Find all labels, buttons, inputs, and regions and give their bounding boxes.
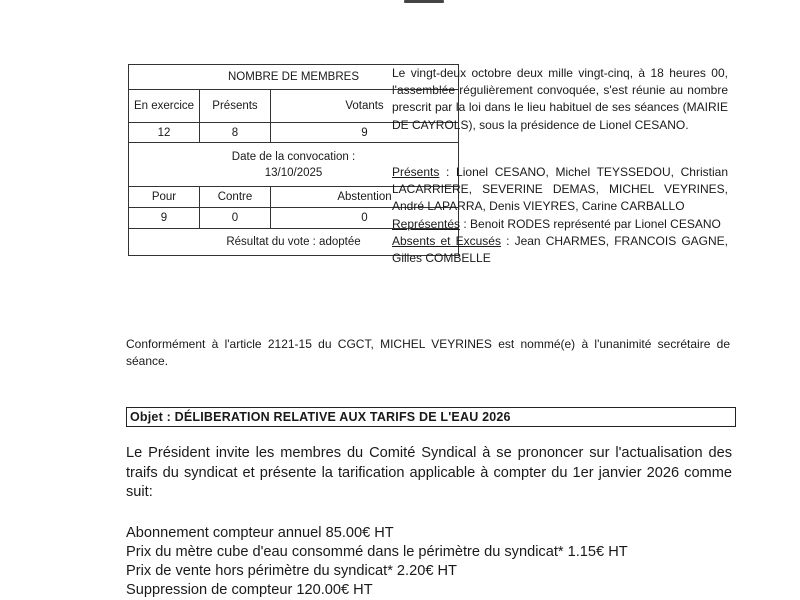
col-abstention: Abstention	[271, 187, 459, 208]
presents-paragraph	[392, 164, 728, 216]
members-table-header: NOMBRE DE MEMBRES	[129, 65, 459, 90]
objet-heading: Objet : DÉLIBERATION RELATIVE AUX TARIFS DE L'EAU 2026	[126, 407, 736, 427]
val-votants: 9	[271, 123, 459, 143]
tariff-item-metre-cube: Prix du mètre cube d'eau consommé dans le périmètre du syndicat* 1.15€ HT	[126, 544, 628, 560]
absents-paragraph	[392, 233, 728, 267]
col-pour: Pour	[129, 187, 200, 208]
representes-label: Représentés	[392, 216, 461, 231]
meeting-intro: Le vingt-deux octobre deux mille vingt-cinq, à 18 heures 00, l'assemblée régulièrement convoquée, s'est réunie au nombre prescrit par la loi dans le lieu habituel de ses séances (MAIRIE DE CAYROLS), sous la présidence de Lionel CESANO.	[392, 66, 728, 132]
tariff-item-hors-perimetre: Prix de vente hors périmètre du syndicat* 2.20€ HT	[126, 563, 457, 579]
tariff-item-suppression: Suppression de compteur 120.00€ HT	[126, 582, 373, 598]
col-contre: Contre	[200, 187, 271, 208]
tariff-item-abonnement: Abonnement compteur annuel 85.00€ HT	[126, 525, 394, 541]
absents-list: : Jean CHARMES, FRANCOIS GAGNE, Gilles COMBELLE	[392, 233, 729, 266]
val-contre: 0	[200, 208, 271, 229]
val-presents: 8	[200, 123, 271, 143]
vote-result: Résultat du vote : adoptée	[129, 229, 459, 256]
val-pour: 9	[129, 208, 200, 229]
representes-paragraph	[392, 216, 728, 233]
absents-label: Absents et Excusés	[392, 233, 501, 248]
representes-list: : Benoit RODES représenté par Lionel CESANO	[460, 216, 721, 231]
presents-label: Présents	[392, 165, 440, 179]
col-votants: Votants	[271, 90, 459, 123]
secretary-paragraph: Conformément à l'article 2121-15 du CGCT, MICHEL VEYRINES est nommé(e) à l'unanimité secrétaire de séance.	[126, 337, 730, 369]
convocation-date: 13/10/2025	[264, 166, 323, 179]
col-presents: Présents	[200, 90, 271, 123]
val-abstention: 0	[271, 208, 459, 229]
val-en-exercice: 12	[129, 123, 200, 143]
attendance-block	[392, 164, 728, 267]
presents-list: : Lionel CESANO, Michel TEYSSEDOU, Christian LACARRIERE, SEVERINE DEMAS, MICHEL VEYRINES, André LAPARRA, Denis VIEYRES, Carine CARBALLO	[392, 165, 728, 214]
col-en-exercice: En exercice	[129, 90, 200, 123]
convocation-label: Date de la convocation :	[231, 150, 356, 163]
page-top-mark	[404, 0, 444, 3]
tariff-list	[126, 524, 732, 600]
invite-paragraph: Le Président invite les membres du Comité Syndical à se prononcer sur l'actualisation des traifs du syndicat et présente la tarification applicable à compter du 1er janvier 2026 comme suit:	[126, 445, 732, 500]
